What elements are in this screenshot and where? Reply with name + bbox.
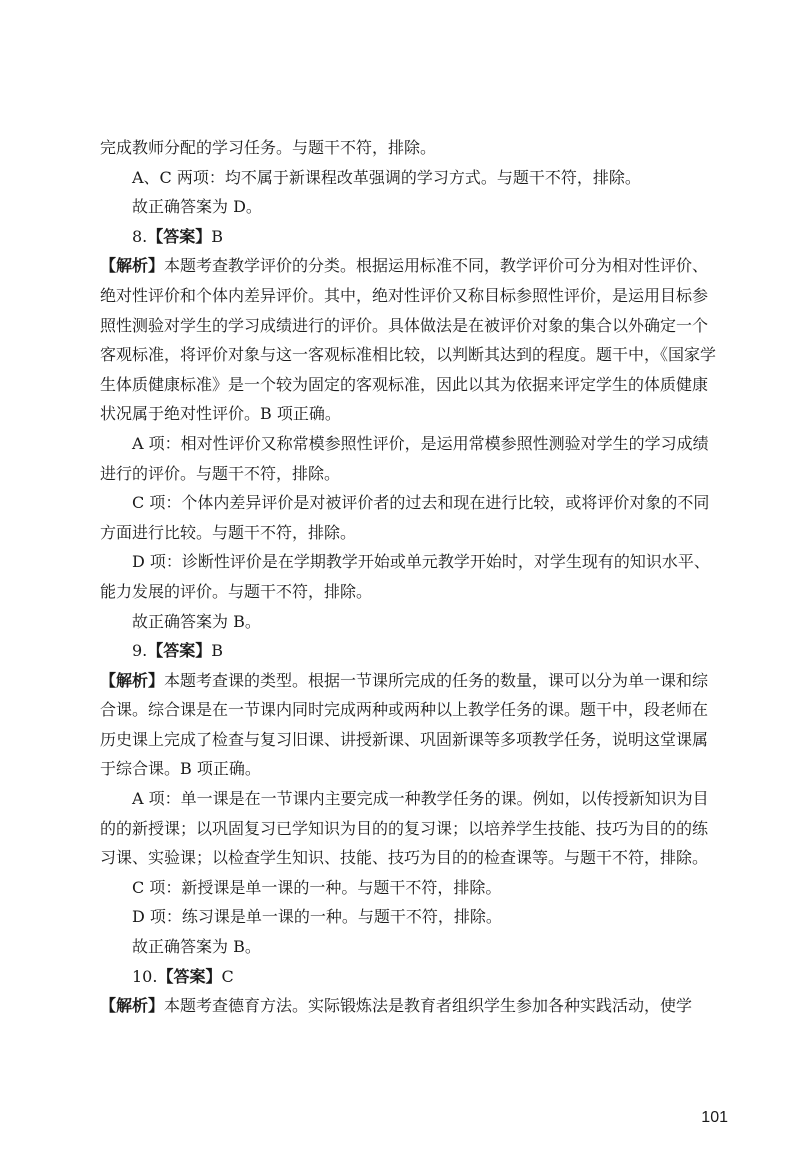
q8-option-a: A 项：相对性评价又称常模参照性评价，是运用常模参照性测验对学生的学习成绩进行的评价。与题干不符，排除。: [100, 433, 709, 483]
page-number: 101: [701, 1109, 728, 1126]
answer-label: 【答案】: [147, 641, 212, 661]
answer-value: C: [221, 966, 234, 986]
q9-option-d: D 项：练习课是单一课的一种。与题干不符，排除。: [132, 907, 502, 927]
answer-value: B: [211, 226, 224, 246]
analysis-text: 本题考查教学评价的分类。根据运用标准不同，教学评价可分为相对性评价、绝对性评价和个体内差异评价。其中，绝对性评价又称目标参照性评价，是运用目标参照性测验对学生的学习成绩进行的评价。具体做法是在被评价对象的集合以外确定一个客观标准，将评价对象与这一客观标准相比较，以判断其达到的程度。题干中，《国家学生体质健康标准》是一个较为固定的客观标准，因此以其为依据来评定学生的体质健康状况属于绝对性评价。B 项正确。: [100, 256, 717, 424]
q8-option-c: C 项：个体内差异评价是对被评价者的过去和现在进行比较，或将评价对象的不同方面进行比较。与题干不符，排除。: [100, 493, 710, 542]
q9-option-a: A 项：单一课是在一节课内主要完成一种教学任务的课。例如，以传授新知识为目的的新授课；以巩固复习已学知识为目的的复习课；以培养学生技能、技巧为目的的练习课、实验课；以检查学生知识、技能、技巧为目的的检查课等。与题干不符，排除。: [100, 789, 709, 868]
q8-conclusion: 故正确答案为 B。: [132, 611, 261, 631]
answer-label: 【答案】: [157, 966, 222, 986]
q8-option-d: D 项：诊断性评价是在学期教学开始或单元教学开始时，对学生现有的知识水平、能力发展的评价。与题干不符，排除。: [100, 552, 710, 601]
question-number: 9.: [132, 641, 148, 661]
q9-answer-line: [100, 636, 722, 666]
q8-analysis: [100, 251, 722, 429]
q9-analysis: [100, 666, 722, 784]
q9-conclusion: 故正确答案为 B。: [132, 937, 261, 957]
question-number: 8.: [132, 226, 148, 246]
analysis-text: 本题考查德育方法。实际锻炼法是教育者组织学生参加各种实践活动，使学: [164, 996, 693, 1016]
answer-label: 【答案】: [147, 226, 212, 246]
analysis-label: 【解析】: [100, 996, 165, 1016]
page-content: [100, 133, 722, 1021]
q9-option-c: C 项：新授课是单一课的一种。与题干不符，排除。: [132, 877, 502, 897]
analysis-label: 【解析】: [100, 670, 165, 690]
q10-answer-line: [100, 962, 722, 992]
q8-answer-line: [100, 222, 722, 252]
text-line: 故正确答案为 D。: [132, 197, 262, 217]
text-line: 完成教师分配的学习任务。与题干不符，排除。: [100, 138, 437, 157]
analysis-label: 【解析】: [100, 256, 165, 276]
answer-value: B: [211, 641, 224, 661]
analysis-text: 本题考查课的类型。根据一节课所完成的任务的数量，课可以分为单一课和综合课。综合课是在一节课内同时完成两种或两种以上教学任务的课。题干中，段老师在历史课上完成了检查与复习旧课、讲授新课、巩固新课等多项教学任务，说明这堂课属于综合课。B 项正确。: [100, 670, 709, 779]
question-number: 10.: [132, 966, 158, 986]
text-line: A、C 两项：均不属于新课程改革强调的学习方式。与题干不符，排除。: [132, 167, 641, 187]
q10-analysis: [100, 991, 722, 1021]
